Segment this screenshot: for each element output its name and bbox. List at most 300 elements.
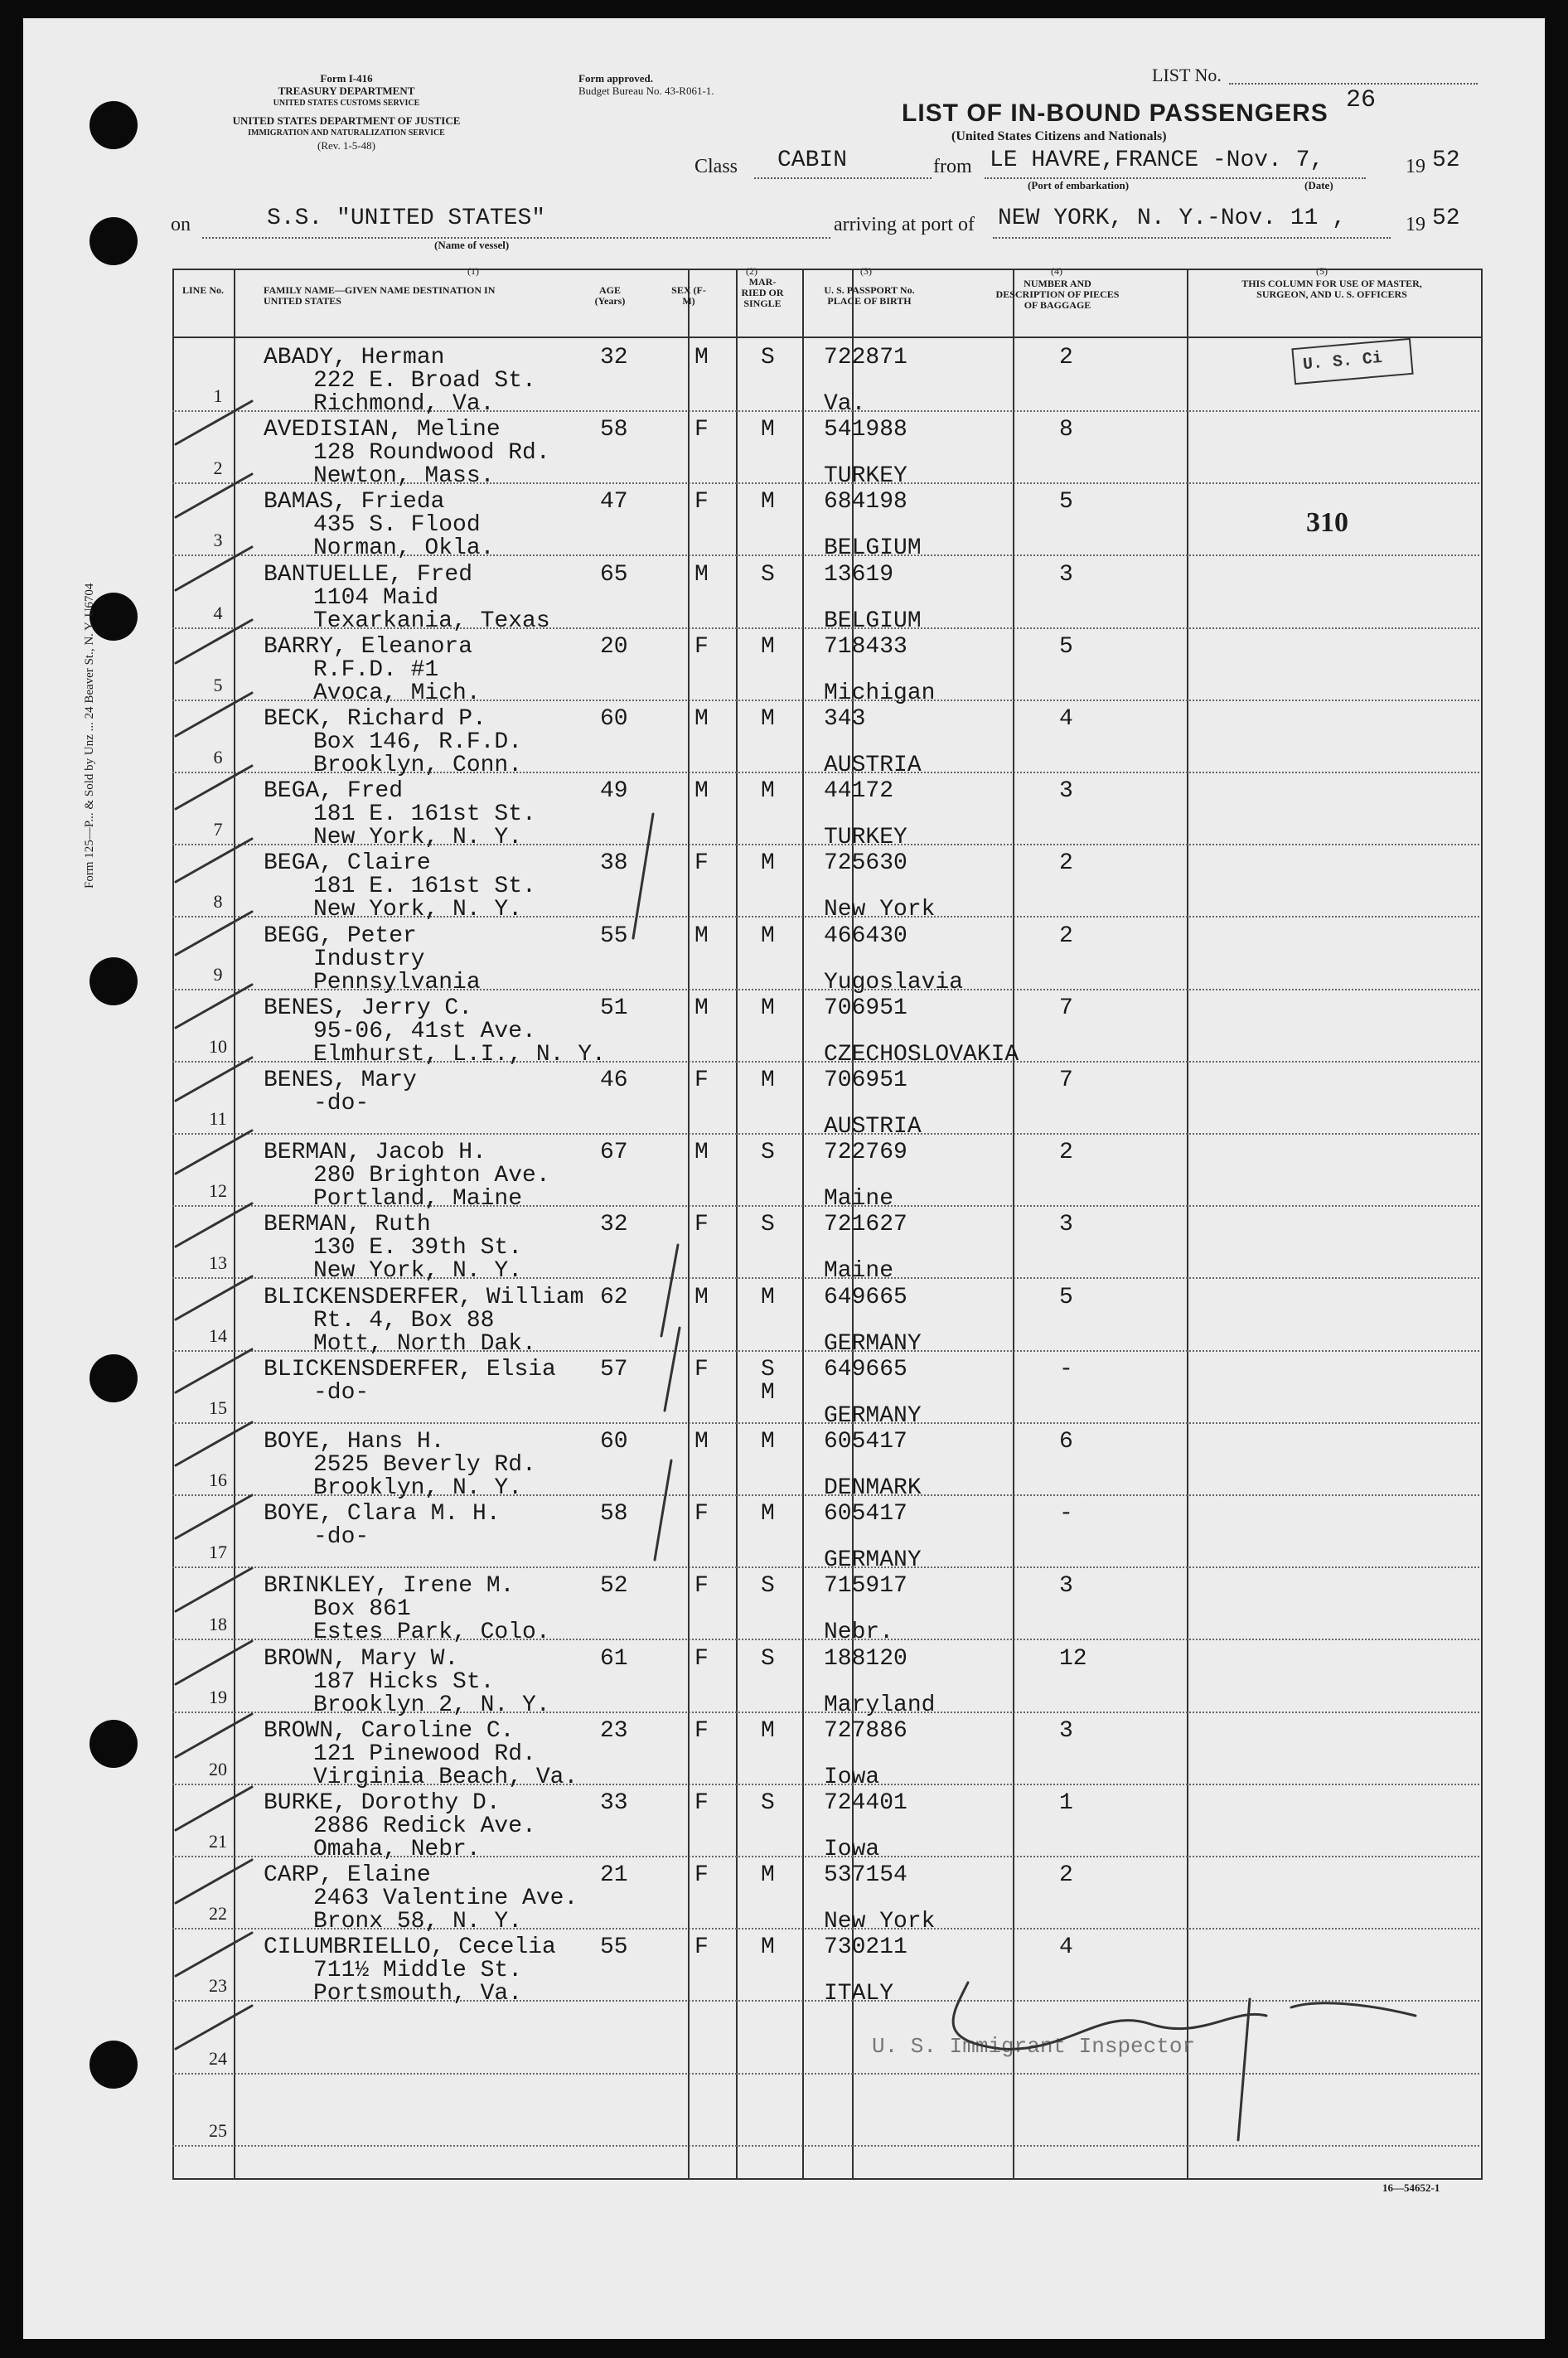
row-age: 49 xyxy=(600,778,628,805)
row-address-line-2: New York, N. Y. xyxy=(313,897,523,923)
row-sex: F xyxy=(694,489,709,516)
row-marital-status: M xyxy=(761,633,775,660)
row-baggage: 5 xyxy=(1059,1284,1073,1310)
from-label: from xyxy=(933,156,972,177)
row-age: 33 xyxy=(600,1790,628,1816)
row-place-of-birth: CZECHOSLOVAKIA xyxy=(824,1041,1019,1068)
customs-service: UNITED STATES CUSTOMS SERVICE xyxy=(273,99,420,108)
check-mark xyxy=(176,620,252,663)
row-marital-status: M xyxy=(761,489,775,516)
row-sex: F xyxy=(694,1212,709,1238)
row-sex: F xyxy=(694,1790,709,1816)
row-passport-no: 343 xyxy=(824,706,866,732)
inspector-caption: U. S. Immigrant Inspector xyxy=(872,2034,1196,2059)
row-marital-status: M xyxy=(761,922,775,949)
col-head-age: AGE (Years) xyxy=(594,284,626,307)
row-address-line-2: Newton, Mass. xyxy=(313,463,495,490)
row-place-of-birth: GERMANY xyxy=(824,1330,922,1357)
row-line-number: 12 xyxy=(209,1180,227,1202)
row-passport-no: 718433 xyxy=(824,633,907,660)
form-number: Form I-416 xyxy=(320,72,373,85)
row-line-number: 23 xyxy=(209,1975,227,1997)
row-sex: F xyxy=(694,1068,709,1093)
row-line-number: 6 xyxy=(213,747,223,767)
row-sex: F xyxy=(694,1356,709,1382)
row-passport-no: 722871 xyxy=(824,345,907,370)
row-name: BEGA, Claire xyxy=(264,850,431,877)
row-address-line-2: Brooklyn, N. Y. xyxy=(313,1475,523,1501)
row-address-line-1: Industry xyxy=(313,946,425,972)
row-passport-no: 684198 xyxy=(824,489,907,516)
row-marital-status: M xyxy=(761,1284,775,1310)
row-address-line-1: -do- xyxy=(313,1524,370,1551)
row-passport-no: 706951 xyxy=(824,995,907,1021)
on-label: on xyxy=(171,214,191,235)
row-baggage: 3 xyxy=(1059,561,1073,588)
row-age: 46 xyxy=(600,1068,628,1093)
row-age: 60 xyxy=(600,1429,628,1455)
row-baggage: 7 xyxy=(1059,1068,1073,1093)
row-address-line-1: -do- xyxy=(313,1091,370,1116)
check-mark xyxy=(176,547,252,590)
row-sex: M xyxy=(694,922,709,949)
row-line-number: 16 xyxy=(209,1470,227,1490)
row-address-line-1: -do- xyxy=(313,1379,370,1406)
row-place-of-birth: New York xyxy=(824,897,936,923)
colnum-2: (2) xyxy=(746,265,757,277)
row-age: 61 xyxy=(600,1645,628,1672)
row-place-of-birth: Va. xyxy=(824,391,866,417)
row-sex: M xyxy=(694,1429,709,1455)
class-label: Class xyxy=(694,156,738,177)
row-age: 57 xyxy=(600,1356,628,1382)
row-place-of-birth: Michigan xyxy=(824,680,936,706)
row-address-line-1: 280 Brighton Ave. xyxy=(313,1163,550,1189)
check-mark xyxy=(176,693,252,736)
row-sex: F xyxy=(694,1862,709,1889)
port-embark-caption: (Port of embarkation) xyxy=(1028,179,1130,191)
form-revision: (Rev. 1-5-48) xyxy=(317,139,375,152)
check-mark xyxy=(176,1349,252,1392)
row-age: 65 xyxy=(600,561,628,588)
row-address-line-2: Pennsylvania xyxy=(313,969,481,995)
row-baggage: 2 xyxy=(1059,850,1073,877)
row-address-line-2: Portsmouth, Va. xyxy=(313,1981,523,2007)
row-baggage: 2 xyxy=(1059,1862,1073,1889)
row-sex: M xyxy=(694,1284,709,1310)
row-place-of-birth: AUSTRIA xyxy=(824,753,922,778)
row-marital-status: M xyxy=(761,1501,775,1528)
row-baggage: 2 xyxy=(1059,922,1073,949)
row-age: 51 xyxy=(600,995,628,1021)
row-marital-status: M xyxy=(761,1068,775,1093)
row-age: 62 xyxy=(600,1284,628,1310)
col-head-married: MAR-RIED OR SINGLE xyxy=(741,276,784,309)
vessel-name: S.S. "UNITED STATES" xyxy=(267,206,546,231)
budget-bureau: Budget Bureau No. 43-R061-1. xyxy=(578,85,714,97)
list-no-label: LIST No. xyxy=(1152,65,1222,85)
row-address-line-1: 711½ Middle St. xyxy=(313,1958,523,1984)
row-baggage: 4 xyxy=(1059,1934,1073,1961)
row-name: BRINKLEY, Irene M. xyxy=(264,1573,515,1600)
row-baggage: 5 xyxy=(1059,489,1073,516)
row-name: BENES, Jerry C. xyxy=(264,995,473,1021)
row-address-line-2: Brooklyn, Conn. xyxy=(313,753,523,778)
treasury-dept: TREASURY DEPARTMENT xyxy=(278,85,415,97)
row-address-line-1: 187 Hicks St. xyxy=(313,1668,495,1695)
row-name: BROWN, Caroline C. xyxy=(264,1717,515,1744)
row-address-line-2: Omaha, Nebr. xyxy=(313,1837,481,1862)
row-baggage: 1 xyxy=(1059,1790,1073,1816)
row-age: 32 xyxy=(600,345,628,370)
row-baggage: - xyxy=(1059,1356,1073,1382)
row-sex: F xyxy=(694,1934,709,1961)
row-passport-no: 188120 xyxy=(824,1645,907,1672)
check-mark xyxy=(176,474,252,517)
row-passport-no: 706951 xyxy=(824,1068,907,1093)
row-baggage: 6 xyxy=(1059,1429,1073,1455)
row-place-of-birth: New York xyxy=(824,1909,936,1935)
row-place-of-birth: GERMANY xyxy=(824,1402,922,1429)
row-marital-status: S xyxy=(761,1573,775,1600)
inspector-signature xyxy=(1238,1999,1250,2140)
check-mark xyxy=(176,912,252,955)
check-mark xyxy=(176,985,252,1028)
row-marital-status: M xyxy=(761,850,775,877)
inspector-signature xyxy=(953,1983,1266,2049)
footer-code: 16—54652-1 xyxy=(1382,2181,1440,2194)
row-place-of-birth: Nebr. xyxy=(824,1620,894,1646)
row-baggage: 3 xyxy=(1059,1717,1073,1744)
row-name: CARP, Elaine xyxy=(264,1862,431,1889)
row-age: 58 xyxy=(600,1501,628,1528)
row-address-line-2: Portland, Maine xyxy=(313,1186,523,1213)
check-mark xyxy=(176,2006,252,2049)
row-line-number: 18 xyxy=(209,1614,227,1635)
row-name: BANTUELLE, Fred xyxy=(264,561,473,588)
bracket-mark xyxy=(633,814,653,938)
date-caption: (Date) xyxy=(1304,179,1333,191)
col-head-sex: SEX (F-M) xyxy=(671,284,706,307)
row-passport-no: 13619 xyxy=(824,561,894,588)
row-baggage: 5 xyxy=(1059,633,1073,660)
row-name: BAMAS, Frieda xyxy=(264,489,445,516)
row-marital-status: M xyxy=(761,1862,775,1889)
check-mark xyxy=(176,1276,252,1319)
check-mark xyxy=(176,1641,252,1684)
row-address-line-1: 435 S. Flood xyxy=(313,512,481,539)
row-passport-no: 44172 xyxy=(824,778,894,805)
row-sex: M xyxy=(694,561,709,588)
row-baggage: 3 xyxy=(1059,1573,1073,1600)
colnum-5: (5) xyxy=(1316,265,1328,277)
row-line-number: 4 xyxy=(213,602,223,623)
row-marital-status: M xyxy=(761,778,775,805)
manifest-page xyxy=(23,18,1545,2339)
row-line-number: 13 xyxy=(209,1252,227,1274)
row-sex: F xyxy=(694,417,709,443)
row-marital-status: M xyxy=(761,1429,775,1455)
row-place-of-birth: Maryland xyxy=(824,1692,936,1718)
row-age: 32 xyxy=(600,1212,628,1238)
from-value: LE HAVRE,FRANCE -Nov. 7, xyxy=(990,148,1324,173)
row-line-number: 24 xyxy=(209,2047,227,2069)
row-age: 67 xyxy=(600,1140,628,1166)
row-line-number: 19 xyxy=(209,1686,227,1707)
row-name: BURKE, Dorothy D. xyxy=(264,1790,501,1816)
row-baggage: 2 xyxy=(1059,1140,1073,1166)
colnum-4: (4) xyxy=(1051,265,1062,277)
row-sex: F xyxy=(694,850,709,877)
row-line-number: 5 xyxy=(213,674,223,695)
check-mark xyxy=(176,1568,252,1611)
list-no-value: 26 xyxy=(1346,86,1377,114)
row-baggage: - xyxy=(1059,1501,1073,1528)
row-age: 60 xyxy=(600,706,628,732)
row-marital-status: S xyxy=(761,345,775,370)
row-age: 38 xyxy=(600,850,628,877)
colnum-1: (1) xyxy=(467,265,479,277)
check-mark xyxy=(176,401,252,444)
row-passport-no: 605417 xyxy=(824,1501,907,1528)
check-mark xyxy=(176,1860,252,1903)
row-line-number: 8 xyxy=(213,891,223,913)
row-line-number: 3 xyxy=(213,530,223,551)
row-name: CILUMBRIELLO, Cecelia xyxy=(264,1934,556,1961)
row-passport-no: 730211 xyxy=(824,1934,907,1961)
row-sex: M xyxy=(694,778,709,805)
row-line-number: 22 xyxy=(209,1903,227,1925)
row-line-number: 7 xyxy=(213,819,223,840)
row-place-of-birth: Maine xyxy=(824,1258,894,1285)
arriving-label: arriving at port of xyxy=(834,214,975,235)
row-sex: M xyxy=(694,706,709,732)
row-address-line-1: 181 E. 161st St. xyxy=(313,874,536,900)
row-sex: F xyxy=(694,1501,709,1528)
row-marital-status: S xyxy=(761,1212,775,1238)
row-marital-status: S xyxy=(761,1790,775,1816)
col-head-officers: THIS COLUMN FOR USE OF MASTER, SURGEON, AND U. S. OFFICERS xyxy=(1241,278,1422,300)
row-place-of-birth: Iowa xyxy=(824,1764,880,1790)
row-place-of-birth: Iowa xyxy=(824,1837,880,1862)
row-marital-status: M xyxy=(761,706,775,732)
row-address-line-2: Texarkania, Texas xyxy=(313,608,550,634)
row-name: BERMAN, Ruth xyxy=(264,1212,431,1238)
row-address-line-2: Virginia Beach, Va. xyxy=(313,1764,578,1790)
row-address-line-1: 181 E. 161st St. xyxy=(313,801,536,828)
arriving-value: NEW YORK, N. Y.-Nov. 11 , xyxy=(998,206,1347,231)
row-age: 23 xyxy=(600,1717,628,1744)
row-age: 20 xyxy=(600,633,628,660)
check-mark xyxy=(176,1131,252,1174)
bracket-mark xyxy=(665,1328,680,1411)
check-mark xyxy=(176,1058,252,1101)
justice-dept: UNITED STATES DEPARTMENT OF JUSTICE xyxy=(232,114,461,127)
row-passport-no: 649665 xyxy=(824,1284,907,1310)
row-line-number: 9 xyxy=(213,963,223,985)
inspector-time-mark xyxy=(1291,2003,1416,2016)
row-address-line-1: R.F.D. #1 xyxy=(313,656,439,683)
row-name: BOYE, Clara M. H. xyxy=(264,1501,501,1528)
row-line-number: 11 xyxy=(209,1108,227,1129)
row-place-of-birth: GERMANY xyxy=(824,1547,922,1574)
row-baggage: 3 xyxy=(1059,778,1073,805)
row-address-line-2: Mott, North Dak. xyxy=(313,1330,536,1357)
bracket-mark xyxy=(655,1460,671,1560)
row-address-line-2: New York, N. Y. xyxy=(313,1258,523,1285)
colnum-3: (3) xyxy=(860,265,872,277)
row-name: BECK, Richard P. xyxy=(264,706,486,732)
row-place-of-birth: Maine xyxy=(824,1186,894,1213)
row-line-number: 17 xyxy=(209,1542,227,1563)
row-passport-no: 722769 xyxy=(824,1140,907,1166)
row-baggage: 8 xyxy=(1059,417,1073,443)
printer-side-text: Form 125—P... & Sold by Unz ... 24 Beaver St., N. Y. U6704 xyxy=(83,583,96,888)
row-line-number: 21 xyxy=(209,1831,227,1852)
row-address-line-1: 2525 Beverly Rd. xyxy=(313,1452,536,1478)
row-address-line-1: 130 E. 39th St. xyxy=(313,1235,523,1261)
row-place-of-birth: TURKEY xyxy=(824,825,907,851)
row-passport-no: 605417 xyxy=(824,1429,907,1455)
row-place-of-birth: AUSTRIA xyxy=(824,1114,922,1140)
row-age: 58 xyxy=(600,417,628,443)
row-passport-no: 727886 xyxy=(824,1717,907,1744)
row-age: 55 xyxy=(600,922,628,949)
row-sex: M xyxy=(694,345,709,370)
row-sex: M xyxy=(694,995,709,1021)
check-mark xyxy=(176,1787,252,1830)
row-place-of-birth: TURKEY xyxy=(824,463,907,490)
row-age: 55 xyxy=(600,1934,628,1961)
check-mark xyxy=(176,1933,252,1976)
row-baggage: 3 xyxy=(1059,1212,1073,1238)
row-place-of-birth: DENMARK xyxy=(824,1475,922,1501)
row-sex: F xyxy=(694,1573,709,1600)
row-marital-status: S xyxy=(761,1645,775,1672)
row-line-number: 25 xyxy=(209,2119,227,2141)
row-baggage: 4 xyxy=(1059,706,1073,732)
row-address-line-2: Richmond, Va. xyxy=(313,391,495,417)
check-mark xyxy=(176,1495,252,1538)
row-line-number: 15 xyxy=(209,1397,227,1418)
row-place-of-birth: BELGIUM xyxy=(824,535,922,562)
row-age: 47 xyxy=(600,489,628,516)
row-address-line-1: Rt. 4, Box 88 xyxy=(313,1307,495,1334)
form-approved: Form approved. xyxy=(578,72,654,85)
row-address-line-2: Estes Park, Colo. xyxy=(313,1620,550,1646)
col-head-passport: U. S. PASSPORT No. PLACE OF BIRTH xyxy=(824,284,915,307)
row-name: BROWN, Mary W. xyxy=(264,1645,459,1672)
vessel-caption: (Name of vessel) xyxy=(434,239,510,251)
row-line-number: 2 xyxy=(213,458,223,479)
row-marital-status: M xyxy=(761,1934,775,1961)
row-address-line-2: New York, N. Y. xyxy=(313,825,523,851)
row-place-of-birth: BELGIUM xyxy=(824,608,922,634)
row-passport-no: 715917 xyxy=(824,1573,907,1600)
row-line-number: 20 xyxy=(209,1758,227,1779)
passenger-count: 310 xyxy=(1306,507,1348,538)
row-name: BARRY, Eleanora xyxy=(264,633,473,660)
row-name: BERMAN, Jacob H. xyxy=(264,1140,486,1166)
check-mark xyxy=(176,1203,252,1247)
row-sex: F xyxy=(694,1645,709,1672)
row-passport-no: 649665 xyxy=(824,1356,907,1382)
row-address-line-1: 128 Roundwood Rd. xyxy=(313,440,550,467)
row-address-line-1: 2463 Valentine Ave. xyxy=(313,1886,578,1912)
row-address-line-1: 1104 Maid xyxy=(313,584,439,611)
bracket-mark xyxy=(661,1245,678,1336)
row-place-of-birth: ITALY xyxy=(824,1981,894,2007)
row-marital-status: S xyxy=(761,561,775,588)
row-address-line-2: Brooklyn 2, N. Y. xyxy=(313,1692,550,1718)
col-head-line: LINE No. xyxy=(181,284,224,296)
row-baggage: 12 xyxy=(1059,1645,1087,1672)
row-marital-status: S M xyxy=(761,1356,775,1406)
row-address-line-1: 2886 Redick Ave. xyxy=(313,1813,536,1839)
row-address-line-2: Elmhurst, L.I., N. Y. xyxy=(313,1041,606,1068)
row-passport-no: 537154 xyxy=(824,1862,907,1889)
row-passport-no: 724401 xyxy=(824,1790,907,1816)
row-passport-no: 541988 xyxy=(824,417,907,443)
row-address-line-1: 222 E. Broad St. xyxy=(313,368,536,394)
arriving-year: 52 xyxy=(1432,206,1460,231)
row-name: AVEDISIAN, Meline xyxy=(264,417,501,443)
document-subtitle: (United States Citizens and Nationals) xyxy=(951,129,1167,143)
row-marital-status: M xyxy=(761,995,775,1021)
row-name: BLICKENSDERFER, William xyxy=(264,1284,584,1310)
row-name: BEGA, Fred xyxy=(264,778,404,805)
row-line-number: 1 xyxy=(213,385,223,406)
row-line-number: 14 xyxy=(209,1324,227,1346)
row-name: ABADY, Herman xyxy=(264,345,445,370)
row-name: BOYE, Hans H. xyxy=(264,1429,445,1455)
row-address-line-1: Box 861 xyxy=(313,1596,411,1623)
check-mark xyxy=(176,1714,252,1757)
row-sex: M xyxy=(694,1140,709,1166)
row-passport-no: 725630 xyxy=(824,850,907,877)
row-age: 21 xyxy=(600,1862,628,1889)
col-head-baggage: NUMBER AND DESCRIPTION OF PIECES OF BAGGAGE xyxy=(995,278,1120,311)
row-sex: F xyxy=(694,1717,709,1744)
check-mark xyxy=(176,839,252,882)
row-address-line-1: 95-06, 41st Ave. xyxy=(313,1018,536,1044)
document-title: LIST OF IN-BOUND PASSENGERS xyxy=(902,99,1328,127)
row-marital-status: M xyxy=(761,417,775,443)
from-year: 52 xyxy=(1432,148,1460,173)
row-name: BLICKENSDERFER, Elsia xyxy=(264,1356,556,1382)
row-baggage: 7 xyxy=(1059,995,1073,1021)
check-mark xyxy=(176,1422,252,1465)
row-line-number: 10 xyxy=(209,1035,227,1057)
row-address-line-2: Bronx 58, N. Y. xyxy=(313,1909,523,1935)
col-head-name: FAMILY NAME—GIVEN NAME DESTINATION IN UNITED STATES xyxy=(264,284,496,307)
row-name: BENES, Mary xyxy=(264,1068,417,1093)
row-address-line-2: Avoca, Mich. xyxy=(313,680,481,706)
row-place-of-birth: Yugoslavia xyxy=(824,969,964,995)
row-name: BEGG, Peter xyxy=(264,922,417,949)
us-citizen-stamp: U. S. Ci xyxy=(1291,338,1413,385)
row-baggage: 2 xyxy=(1059,345,1073,370)
check-mark xyxy=(176,766,252,809)
row-address-line-1: 121 Pinewood Rd. xyxy=(313,1741,536,1767)
row-passport-no: 466430 xyxy=(824,922,907,949)
row-address-line-2: Norman, Okla. xyxy=(313,535,495,562)
arriving-year-prefix: 19 xyxy=(1406,214,1425,235)
handwritten-annotations xyxy=(23,18,1545,2339)
row-age: 52 xyxy=(600,1573,628,1600)
ins-service: IMMIGRATION AND NATURALIZATION SERVICE xyxy=(248,128,445,138)
from-year-prefix: 19 xyxy=(1406,156,1425,177)
